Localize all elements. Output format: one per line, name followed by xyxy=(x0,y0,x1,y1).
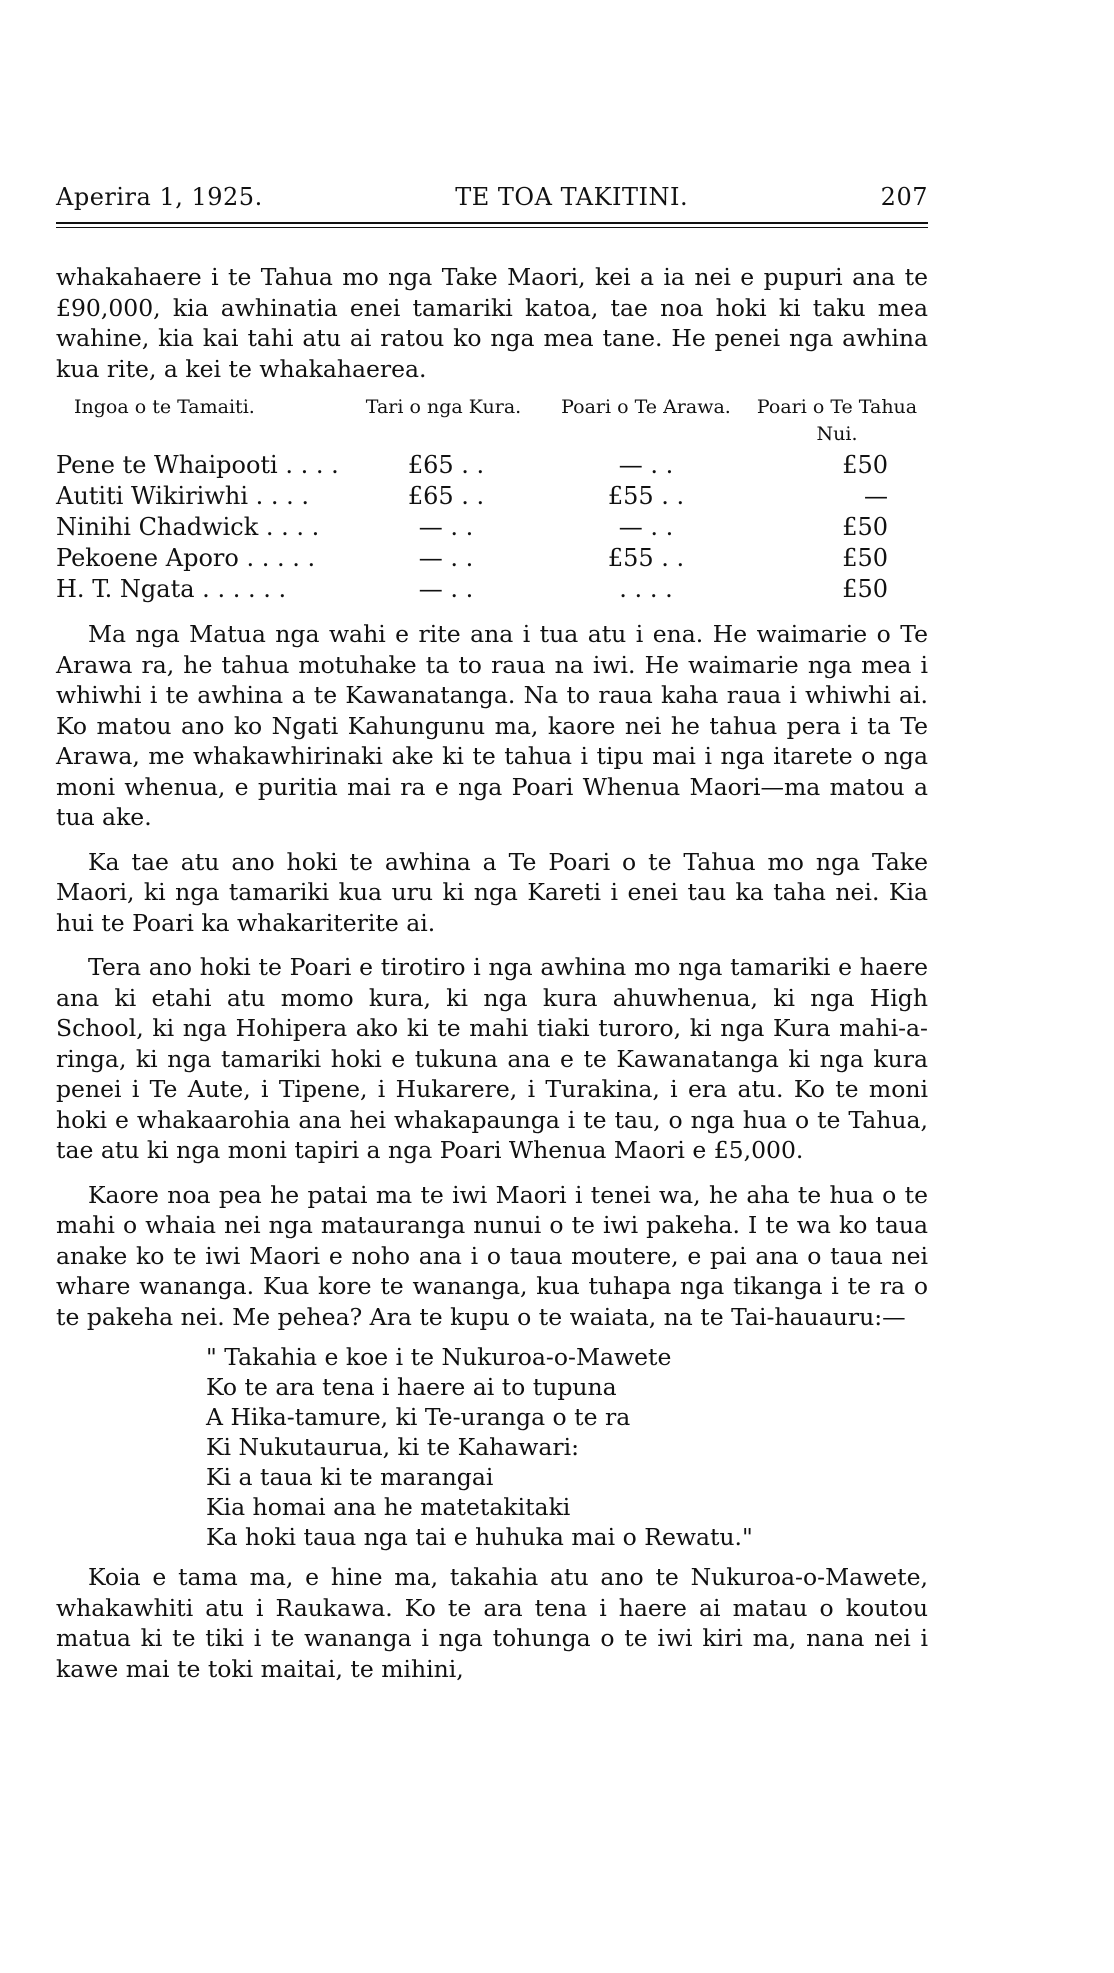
paragraph-kareti: Ka tae atu ano hoki te awhina a Te Poari o te Tahua mo nga Take Maori, ki nga tamariki kua uru ki nga Kareti i enei tau ka taha nei. Kia hui te Poari ka whakariterite ai. xyxy=(56,847,928,937)
cell-tari: — . . xyxy=(418,575,474,603)
col-header-name: Ingoa o te Tamaiti. xyxy=(74,396,255,418)
cell-name: Pene te Whaipooti . . . . xyxy=(56,451,339,479)
cell-name: Ninihi Chadwick . . . . xyxy=(56,513,320,541)
cell-arawa: £55 . . xyxy=(607,544,685,572)
paragraph-patai: Kaore noa pea he patai ma te iwi Maori i tenei wa, he aha te hua o te mahi o whaia nei nga matauranga nunui o te iwi pakeha. I te wa ko taua anake ko te iwi Maori e noho ana i o taua moutere, e pai ana o taua nei whare wananga. Kua kore te wananga, kua tuhapa nga tikanga i te ra o te pakeha nei. Me pehea? Ara te kupu o te waiata, na te Tai-hauauru:— xyxy=(56,1180,928,1331)
cell-arawa: . . . . xyxy=(619,575,673,603)
header-title: TE TOA TAKITINI. xyxy=(455,183,689,211)
cell-tahua: £50 xyxy=(842,513,888,541)
article-body xyxy=(56,262,928,1684)
header-date: Aperira 1, 1925. xyxy=(56,183,263,211)
col-header-arawa: Poari o Te Arawa. xyxy=(561,396,731,418)
table-row xyxy=(56,574,928,605)
waiata-quote xyxy=(206,1342,928,1552)
cell-arawa: £55 . . xyxy=(607,482,685,510)
cell-tari: — . . xyxy=(418,544,474,572)
cell-tari: — . . xyxy=(418,513,474,541)
poem-line: Ki a taua ki te marangai xyxy=(206,1463,494,1491)
cell-name: H. T. Ngata . . . . . . xyxy=(56,575,287,603)
grants-table xyxy=(56,450,928,605)
cell-tahua: £50 xyxy=(842,544,888,572)
paragraph-poari: Tera ano hoki te Poari e tirotiro i nga awhina mo nga tamariki e haere ana ki etahi atu momo kura, ki nga kura ahuwhenua, ki nga High School, ki nga Hohipera ako ki te mahi tiaki turoro, ki nga Kura mahi-a-ringa, ki nga tamariki hoki e tukuna ana e te Kawanatanga ki nga kura penei i Te Aute, i Tipene, i Hukarere, i Turakina, i era atu. Ko te moni hoki e whakaarohia ana hei whakapaunga i te tau, o nga hua o te Tahua, tae atu ki nga moni tapiri a nga Poari Whenua Maori e £5,000. xyxy=(56,953,928,1164)
header-rule-thin xyxy=(56,227,928,228)
intro-paragraph: whakahaere i te Tahua mo nga Take Maori, kei a ia nei e pupuri ana te £90,000, kia awhinatia enei tamariki katoa, tae noa hoki ki taku mea wahine, kia kai tahi atu ai ratou ko nga mea tane. He penei nga awhina kua rite, a kei te whakahaerea. xyxy=(56,263,928,383)
poem-line: Ki Nukutaurua, ki te Kahawari: xyxy=(206,1433,580,1461)
page-number: 207 xyxy=(880,183,928,211)
cell-name: Pekoene Aporo . . . . . xyxy=(56,544,316,572)
header-rule xyxy=(56,222,928,228)
poem-line: A Hika-tamure, ki Te-uranga o te ra xyxy=(206,1403,631,1431)
col-header-tari: Tari o nga Kura. xyxy=(365,396,522,418)
poem-line: Ka hoki taua nga tai e huhuka mai o Rewatu." xyxy=(206,1523,753,1551)
table-row xyxy=(56,543,928,574)
cell-tahua: £50 xyxy=(842,575,888,603)
cell-tahua: £50 xyxy=(842,451,888,479)
cell-tari: £65 . . xyxy=(407,451,485,479)
table-row xyxy=(56,512,928,543)
col-header-tahua: Poari o Te Tahua Nui. xyxy=(756,396,918,445)
running-header xyxy=(56,183,928,211)
cell-name: Autiti Wikiriwhi . . . . xyxy=(56,482,310,510)
poem-line: Ko te ara tena i haere ai to tupuna xyxy=(206,1373,617,1401)
poem-line: " Takahia e koe i te Nukuroa-o-Mawete xyxy=(206,1343,672,1371)
table-row xyxy=(56,481,928,512)
poem-line: Kia homai ana he matetakitaki xyxy=(206,1493,571,1521)
grants-table-header xyxy=(56,394,928,448)
closing-paragraph: Koia e tama ma, e hine ma, takahia atu ano te Nukuroa-o-Mawete, whakawhiti atu i Raukawa. Ko te ara tena i haere ai matau o koutou matua ki te tiki i te wananga i nga tohunga o te iwi kiri ma, nana nei i kawe mai te toki maitai, te mihini, xyxy=(56,1563,928,1683)
header-rule-thick xyxy=(56,222,928,224)
paragraph-matua: Ma nga Matua nga wahi e rite ana i tua atu i ena. He waimarie o Te Arawa ra, he tahua motuhake ta to raua na iwi. He waimarie nga mea i whiwhi i te awhina a te Kawanatanga. Na to raua kaha raua i whiwhi ai. Ko matou ano ko Ngati Kahungunu ma, kaore nei he tahua pera i ta Te Arawa, me whakawhirinaki ake ki te tahua i tipu mai i nga itarete o nga moni whenua, e puritia mai ra e nga Poari Whenua Maori—ma matou a tua ake. xyxy=(56,620,928,831)
cell-tahua: — xyxy=(864,482,888,510)
cell-arawa: — . . xyxy=(618,513,674,541)
cell-arawa: — . . xyxy=(618,451,674,479)
table-row xyxy=(56,450,928,481)
cell-tari: £65 . . xyxy=(407,482,485,510)
